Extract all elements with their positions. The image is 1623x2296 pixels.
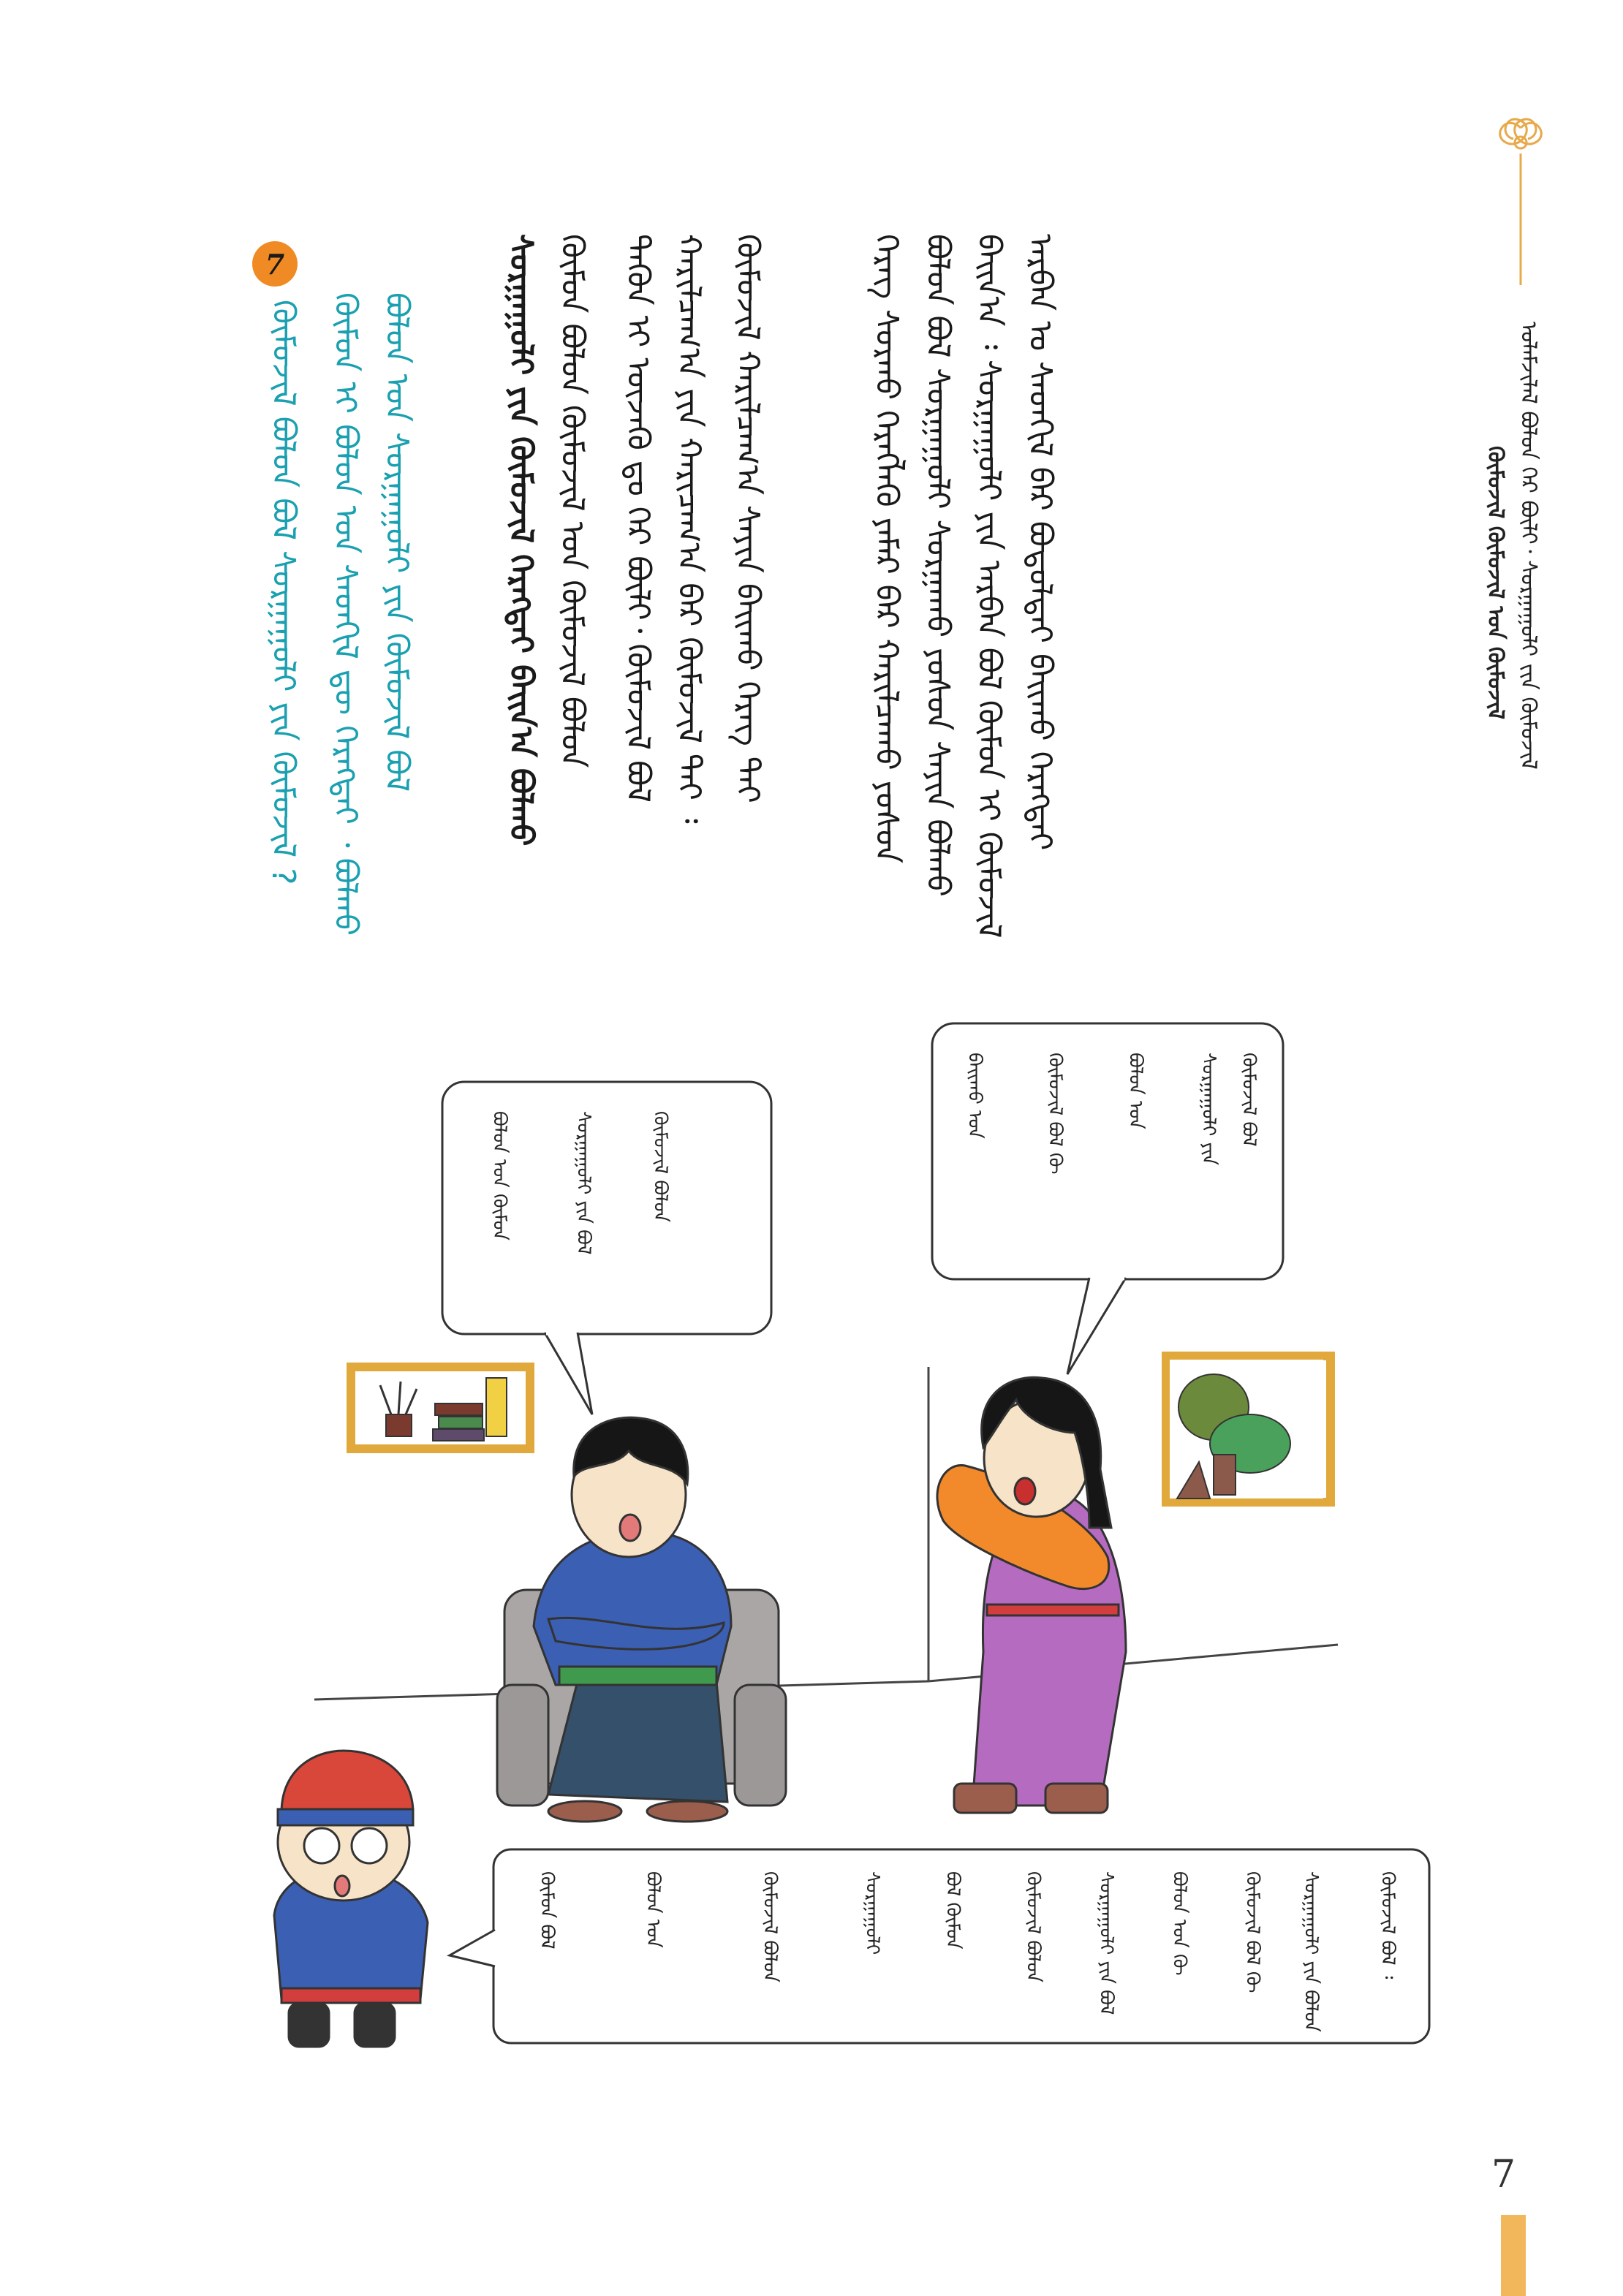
question-line: ᠪᠣᠯᠤᠨ ᠤᠨ ᠰᠤᠷᠭᠠᠭᠤᠯᠢ ᠶᠢᠨ ᠬᠦᠮᠦᠵᠢᠯ ᠪᠣᠯ <box>378 292 415 792</box>
body-line: ᠪᠣᠯᠤᠨ ᠪᠣᠯ ᠰᠤᠷᠭᠠᠭᠤᠯᠢ ᠰᠤᠷᠭᠠᠬᠤ ᠶᠣᠰᠣᠨ ᠰᠠᠶᠢᠨ ᠪᠣᠯᠬᠤ <box>919 234 956 897</box>
dialog-line: ᠬᠥᠮᠦᠵᠢᠯ ᠪᠣᠯᠤᠨ <box>1022 1871 1044 1982</box>
dialog-line: ᠰᠤᠷᠭᠠᠭᠤᠯᠢ ᠶᠢᠨ ᠪᠣᠯ <box>572 1111 594 1255</box>
dialog-line: ᠰᠤᠷᠭᠠᠭᠤᠯᠢ ᠶᠢᠨ ᠪᠣᠯᠤᠨ <box>1300 1871 1322 2032</box>
dialog-line: ᠬᠦᠮᠦᠨ ᠪᠣᠯ <box>536 1871 558 1950</box>
dialog-line: ᠬᠥᠮᠦᠵᠢᠯ ᠪᠣᠯ ᠬᠥ <box>1044 1053 1066 1175</box>
dialog-line: ᠬᠦᠮᠦᠵᠢᠯ ᠪᠣᠯ ᠄ <box>1377 1871 1399 1979</box>
dialog-line: ᠬᠦᠮᠦᠵᠢᠯ ᠪᠣᠯ <box>1238 1053 1260 1147</box>
wall-shelf <box>351 1367 530 1449</box>
dialog-line: ᠪᠠᠢᠬᠤ ᠤᠨ <box>964 1053 985 1139</box>
question-line: ᠬᠦᠮᠦᠵᠢᠯ ᠪᠣᠯᠤᠨ ᠪᠣᠯ ᠰᠤᠷᠭᠠᠭᠤᠯᠢ ᠶᠢᠨ ᠬᠥᠮᠦᠵᠢᠯ ? <box>265 300 302 885</box>
body-line: ᠬᠦᠮᠦᠵᠢᠯ ᠬᠠᠷᠢᠯᠴᠠᠭ᠎ᠠ ᠰᠠᠶᠢᠨ ᠪᠠᠢᠬᠤ ᠬᠡᠷᠡᠭ ᠲᠡᠢ <box>729 234 766 803</box>
dialog-line: ᠪᠣᠯᠤᠨ ᠤᠨ <box>1124 1053 1146 1129</box>
child-figure <box>274 1751 428 2047</box>
speech-bubble-child <box>450 1849 1429 2043</box>
page-accent-bar <box>1501 2215 1526 2296</box>
ornament-icon <box>1500 119 1542 285</box>
body-line: ᠲᠡᠭᠦᠨ ᠢ ᠦᠵᠡᠬᠦ ᠳᠤ ᠭᠡᠷ ᠪᠦᠯᠢ᠂ ᠬᠦᠮᠦᠵᠢᠯ ᠪᠣᠯ <box>619 234 657 803</box>
header-title: ᠬᠦᠮᠦᠵᠢᠯ ᠬᠦᠮᠦᠵᠢᠯ ᠤᠨ ᠬᠥᠮᠦᠵᠢᠯ <box>1483 446 1508 720</box>
body-line: ᠠᠷᠪᠠᠨ ᠤ ᠰᠡᠳᠬᠢᠯ ᠪᠡᠷ ᠪᠣᠳᠣᠯᠲᠠᠢ ᠪᠠᠢᠬᠤ ᠬᠡᠷᠡᠭᠲᠡᠢ <box>1021 234 1059 851</box>
dialog-line: ᠪᠣᠯᠤᠨ ᠤᠨ ᠬᠦᠮᠦᠨ <box>488 1111 510 1241</box>
question-number-badge: 7 <box>252 241 298 287</box>
dialog-line: ᠰᠤᠷᠭᠠᠭᠤᠯᠢ ᠶᠢᠨ <box>1198 1053 1219 1165</box>
window-picture <box>1166 1356 1331 1502</box>
dialog-line: ᠬᠦᠮᠦᠵᠢᠯ ᠪᠣᠯᠤᠨ <box>649 1111 671 1222</box>
question-line: ᠬᠦᠮᠦᠨ ᠢ ᠪᠣᠯᠤᠨ ᠤᠨ ᠰᠡᠳᠬᠢᠯ ᠳᠦ ᠬᠡᠷᠡᠭᠲᠡᠢ ᠂ ᠪᠣᠯᠬᠤ <box>327 292 364 936</box>
dialog-line: ᠰᠤᠷᠭᠠᠭᠤᠯᠢ <box>861 1871 883 1955</box>
body-line: ᠰᠤᠷᠭᠠᠭᠤᠯᠢ ᠶᠢᠨ ᠬᠥᠮᠦᠵᠢᠯ ᠬᠡᠷᠡᠭᠲᠡᠢ ᠪᠠᠢᠨ᠎ᠠ ᠪᠣᠯᠬᠤ <box>502 234 540 846</box>
dialog-line: ᠬᠦᠮᠦᠵᠢᠯ ᠪᠣᠯᠤᠨ <box>759 1871 781 1982</box>
body-line: ᠪᠠᠢᠨ᠎ᠠ ᠄ ᠰᠤᠷᠭᠠᠭᠤᠯᠢ ᠶᠢᠨ ᠠᠷᠪᠠᠨ ᠪᠣᠯ ᠬᠦᠮᠦᠨ ᠢ ᠬᠦᠮᠦᠵᠢᠯ <box>970 234 1007 939</box>
dialog-line: ᠪᠣᠯ ᠬᠦᠮᠦᠨ <box>942 1871 964 1950</box>
dialog-line: ᠪᠣᠯᠤᠨ ᠤᠨ ᠬᠦ <box>1168 1871 1190 1976</box>
father-figure <box>534 1417 731 1822</box>
dialog-line: ᠰᠤᠷᠭᠠᠭᠤᠯᠢ ᠶᠢᠨ ᠪᠣᠯ <box>1095 1871 1117 2015</box>
dialog-line: ᠪᠣᠯᠤᠨ ᠤᠨ <box>642 1871 664 1948</box>
header-subtitle: ᠤᠯᠠᠮᠵᠢᠯᠠᠯ ᠪᠣᠯᠤᠨ ᠭᠡᠷ ᠪᠦᠯᠢ᠂ ᠰᠤᠷᠭᠠᠭᠤᠯᠢ ᠵᠢᠨ ᠬᠦᠮᠦᠵᠢᠯ <box>1516 322 1541 770</box>
mother-figure <box>937 1377 1126 1813</box>
body-line: ᠬᠡᠷᠡᠭ ᠰᠤᠷᠬᠤ ᠬᠡᠷᠡᠭᠯᠡᠬᠦ ᠶᠠᠮᠠᠷ ᠪᠡᠷ ᠬᠠᠷᠢᠯᠴᠠᠬᠤ ᠶᠣᠰᠣᠨ <box>868 234 905 864</box>
dialog-line: ᠬᠦᠮᠦᠵᠢᠯ ᠪᠣᠯ ᠬᠥ <box>1241 1871 1263 1993</box>
body-line: ᠬᠦᠮᠦᠨ ᠪᠣᠯᠤᠨ ᠬᠦᠮᠦᠵᠢᠯ ᠤᠨ ᠬᠥᠮᠦᠵᠢᠯ ᠪᠣᠯᠤᠨ <box>553 234 591 768</box>
body-line: ᠬᠠᠷᠢᠯᠴᠠᠭ᠎ᠠ ᠶᠢᠨ ᠬᠠᠷᠢᠴᠠᠭ᠎ᠠ ᠪᠡᠷ ᠬᠦᠮᠦᠵᠢᠯ ᠲᠡᠢ ᠄ <box>670 234 708 824</box>
page-number: 7 <box>1491 2153 1516 2197</box>
